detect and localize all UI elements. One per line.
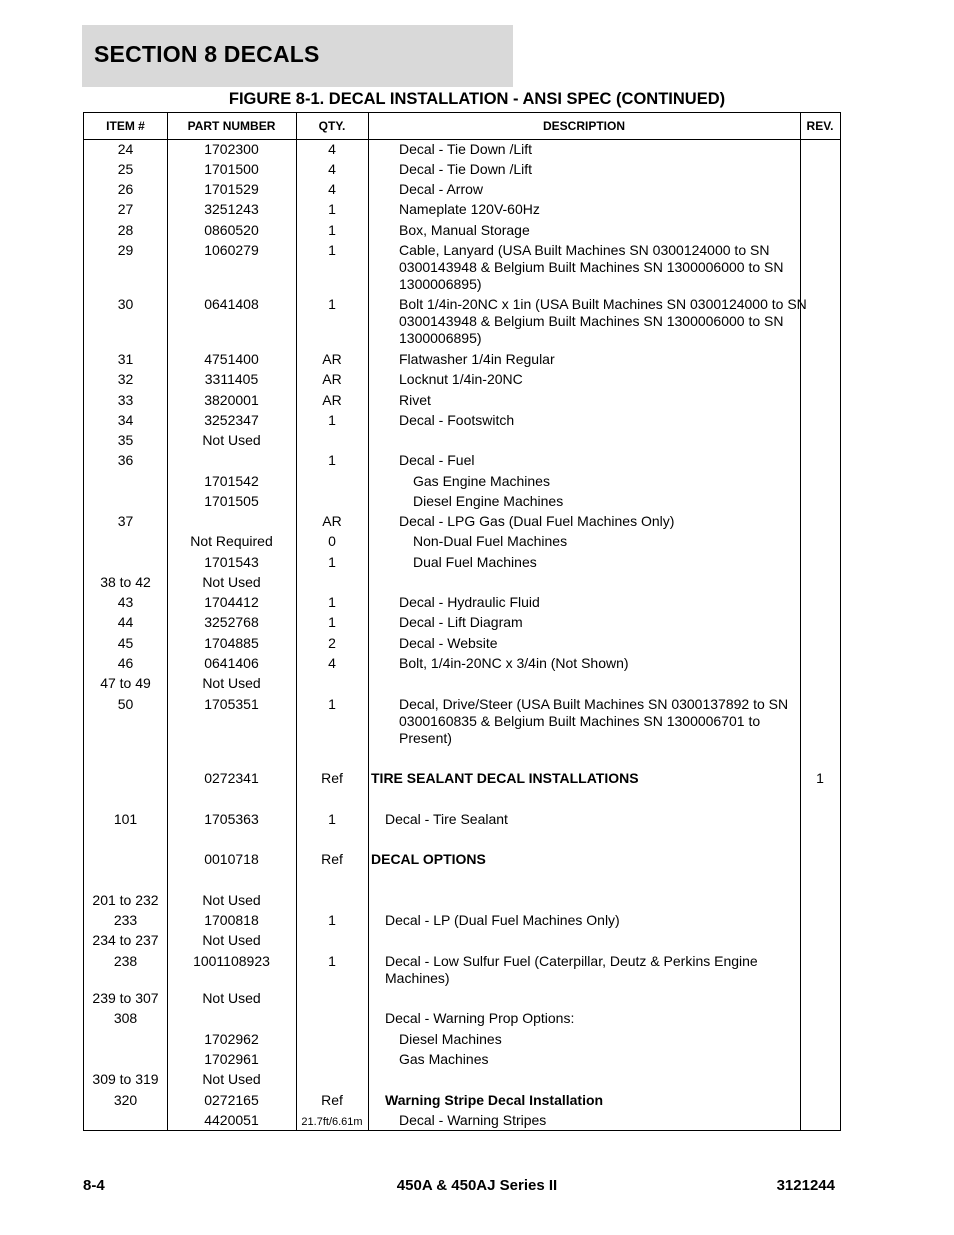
part-number-cell: 1060279 <box>204 242 259 258</box>
description-cell: Decal - Warning Prop Options: <box>385 1010 575 1026</box>
item-cell: 37 <box>117 513 134 529</box>
qty-cell: 1 <box>328 242 336 258</box>
description-cell: Non-Dual Fuel Machines <box>413 533 568 549</box>
part-number-cell: 3252347 <box>204 412 259 428</box>
qty-cell: Ref <box>321 851 343 867</box>
description-cell: TIRE SEALANT DECAL INSTALLATIONS <box>371 770 639 786</box>
item-cell: 32 <box>117 371 134 387</box>
item-cell: 239 to 307 <box>92 990 159 1006</box>
part-number-cell: 3251243 <box>204 201 259 217</box>
header-qty: QTY. <box>318 119 346 133</box>
part-number-cell: 1705351 <box>204 696 259 712</box>
item-cell: 238 <box>113 953 138 969</box>
description-cell: Decal - LP (Dual Fuel Machines Only) <box>385 912 620 928</box>
header-item: ITEM # <box>106 119 145 133</box>
part-number-cell: 1704885 <box>204 635 259 651</box>
item-cell: 31 <box>117 351 134 367</box>
item-cell: 44 <box>117 614 134 630</box>
item-cell: 29 <box>117 242 134 258</box>
item-cell: 30 <box>117 296 134 312</box>
item-cell: 309 to 319 <box>92 1071 159 1087</box>
description-cell: Decal - Warning Stripes <box>399 1112 547 1128</box>
item-cell: 35 <box>117 432 134 448</box>
description-cell: Nameplate 120V-60Hz <box>399 201 540 217</box>
qty-cell: 4 <box>328 181 336 197</box>
part-number-cell: 1702300 <box>204 141 259 157</box>
section-banner <box>82 25 513 87</box>
part-number-cell: 3311405 <box>204 371 259 387</box>
description-cell: Decal - Tie Down /Lift <box>399 141 533 157</box>
qty-cell: 1 <box>328 452 336 468</box>
part-number-cell: 4751400 <box>204 351 259 367</box>
description-cell: Dual Fuel Machines <box>413 554 537 570</box>
qty-cell: 4 <box>328 655 336 671</box>
description-cell: Decal - Fuel <box>399 452 475 468</box>
qty-cell: 21.7ft/6.61m <box>301 1116 363 1128</box>
part-number-cell: Not Required <box>190 533 273 549</box>
part-number-cell: 1701529 <box>204 181 259 197</box>
qty-cell: 4 <box>328 141 336 157</box>
description-cell: Decal - LPG Gas (Dual Fuel Machines Only) <box>399 513 675 529</box>
parts-table <box>83 112 841 1131</box>
item-cell: 233 <box>113 912 138 928</box>
item-cell: 25 <box>117 161 134 177</box>
item-cell: 46 <box>117 655 134 671</box>
description-cell: Decal - Tie Down /Lift <box>399 161 533 177</box>
qty-cell: AR <box>322 371 342 387</box>
part-number-cell: Not Used <box>202 1071 261 1087</box>
item-cell: 201 to 232 <box>92 892 159 908</box>
qty-cell: 1 <box>328 296 336 312</box>
column-divider <box>368 113 369 1130</box>
description-cell: Decal - Arrow <box>399 181 484 197</box>
qty-cell: 1 <box>328 222 336 238</box>
part-number-cell: 1702961 <box>204 1051 259 1067</box>
part-number-cell: 3252768 <box>204 614 259 630</box>
description-cell: DECAL OPTIONS <box>371 851 486 867</box>
part-number-cell: Not Used <box>202 932 261 948</box>
part-number-cell: Not Used <box>202 432 261 448</box>
item-cell: 38 to 42 <box>100 574 151 590</box>
description-cell: Decal - Low Sulfur Fuel (Caterpillar, Deutz & Perkins Engine Machines) <box>385 953 758 986</box>
document-number: 3121244 <box>776 1177 835 1194</box>
description-cell: Warning Stripe Decal Installation <box>385 1092 604 1108</box>
qty-cell: 1 <box>328 201 336 217</box>
description-cell: Decal, Drive/Steer (USA Built Machines SN 0300137892 to SN 0300160835 & Belgium Built Machines SN 1300006701 to Present) <box>399 696 789 746</box>
item-cell: 234 to 237 <box>92 932 159 948</box>
description-cell: Decal - Website <box>399 635 498 651</box>
part-number-cell: 1701500 <box>204 161 259 177</box>
part-number-cell: Not Used <box>202 990 261 1006</box>
item-cell: 47 to 49 <box>100 675 151 691</box>
part-number-cell: 0272341 <box>204 770 259 786</box>
description-cell: Bolt 1/4in-20NC x 1in (USA Built Machines SN 0300124000 to SN 0300143948 & Belgium Built Machines SN 1300006000 to SN 1300006895) <box>399 296 807 346</box>
description-cell: Box, Manual Storage <box>399 222 530 238</box>
item-cell: 28 <box>117 222 134 238</box>
item-cell: 308 <box>113 1010 138 1026</box>
qty-cell: AR <box>322 351 342 367</box>
header-part-number: PART NUMBER <box>187 119 276 133</box>
item-cell: 320 <box>113 1092 138 1108</box>
part-number-cell: 0641406 <box>204 655 259 671</box>
part-number-cell: 1701542 <box>204 473 259 489</box>
qty-cell: 1 <box>328 953 336 969</box>
rev-cell: 1 <box>816 770 824 786</box>
part-number-cell: 1702962 <box>204 1031 259 1047</box>
qty-cell: AR <box>322 513 342 529</box>
header-rev: REV. <box>806 119 834 133</box>
qty-cell: 1 <box>328 594 336 610</box>
part-number-cell: 4420051 <box>204 1112 259 1128</box>
qty-cell: Ref <box>321 770 343 786</box>
item-cell: 101 <box>113 811 138 827</box>
figure-title: FIGURE 8-1. DECAL INSTALLATION - ANSI SPEC (CONTINUED) <box>228 90 726 108</box>
description-cell: Decal - Footswitch <box>399 412 515 428</box>
qty-cell: 0 <box>328 533 336 549</box>
item-cell: 34 <box>117 412 134 428</box>
part-number-cell: 1700818 <box>204 912 259 928</box>
qty-cell: 4 <box>328 161 336 177</box>
header-divider <box>84 139 840 140</box>
item-cell: 43 <box>117 594 134 610</box>
part-number-cell: 0641408 <box>204 296 259 312</box>
item-cell: 36 <box>117 452 134 468</box>
description-cell: Cable, Lanyard (USA Built Machines SN 0300124000 to SN 0300143948 & Belgium Built Machines SN 1300006000 to SN 1300006895) <box>399 242 784 292</box>
part-number-cell: 1701505 <box>204 493 259 509</box>
part-number-cell: 0272165 <box>204 1092 259 1108</box>
qty-cell: 1 <box>328 614 336 630</box>
description-cell: Diesel Machines <box>399 1031 502 1047</box>
description-cell: Locknut 1/4in-20NC <box>399 371 523 387</box>
qty-cell: 2 <box>328 635 336 651</box>
qty-cell: 1 <box>328 912 336 928</box>
qty-cell: 1 <box>328 696 336 712</box>
description-cell: Decal - Lift Diagram <box>399 614 523 630</box>
description-cell: Diesel Engine Machines <box>413 493 564 509</box>
description-cell: Rivet <box>399 392 431 408</box>
part-number-cell: 0860520 <box>204 222 259 238</box>
description-cell: Decal - Hydraulic Fluid <box>399 594 540 610</box>
section-title: SECTION 8 DECALS <box>94 41 320 67</box>
item-cell: 26 <box>117 181 134 197</box>
item-cell: 45 <box>117 635 134 651</box>
description-cell: Bolt, 1/4in-20NC x 3/4in (Not Shown) <box>399 655 629 671</box>
description-cell: Gas Engine Machines <box>413 473 550 489</box>
part-number-cell: 3820001 <box>204 392 259 408</box>
qty-cell: 1 <box>328 412 336 428</box>
part-number-cell: 1704412 <box>204 594 259 610</box>
page-number: 8-4 <box>83 1177 105 1194</box>
header-description: DESCRIPTION <box>542 119 625 133</box>
part-number-cell: 1705363 <box>204 811 259 827</box>
part-number-cell: Not Used <box>202 574 261 590</box>
qty-cell: 1 <box>328 811 336 827</box>
part-number-cell: 1701543 <box>204 554 259 570</box>
description-cell: Decal - Tire Sealant <box>385 811 508 827</box>
item-cell: 24 <box>117 141 134 157</box>
description-cell: Flatwasher 1/4in Regular <box>399 351 555 367</box>
part-number-cell: 1001108923 <box>193 953 270 969</box>
part-number-cell: Not Used <box>202 892 261 908</box>
part-number-cell: 0010718 <box>204 851 259 867</box>
item-cell: 27 <box>117 201 134 217</box>
qty-cell: Ref <box>321 1092 343 1108</box>
part-number-cell: Not Used <box>202 675 261 691</box>
qty-cell: AR <box>322 392 342 408</box>
description-cell: Gas Machines <box>399 1051 489 1067</box>
model-name: 450A & 450AJ Series II <box>396 1177 558 1194</box>
item-cell: 33 <box>117 392 134 408</box>
qty-cell: 1 <box>328 554 336 570</box>
item-cell: 50 <box>117 696 134 712</box>
